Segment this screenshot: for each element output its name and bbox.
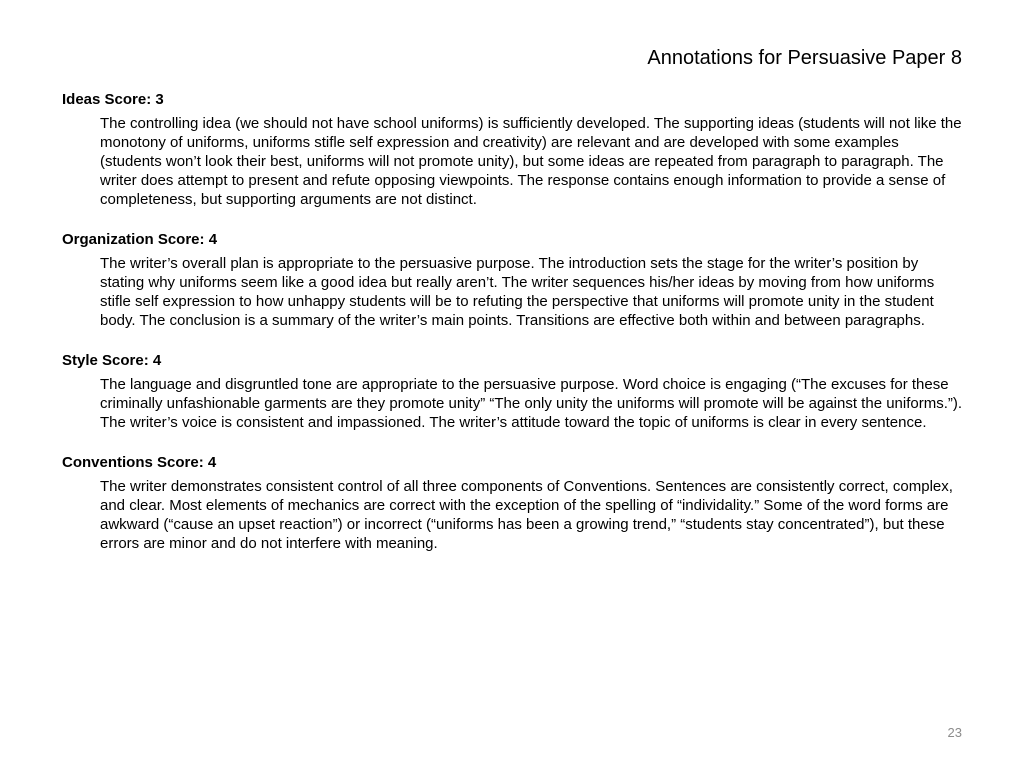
section-heading: Organization Score: 4 [62,231,218,248]
section-organization [62,230,964,330]
section-body: The writer’s overall plan is appropriate to the persuasive purpose. The introduction sets the stage for the writer’s position by stating why uniforms seem like a good idea but really aren’t. The writer sequences his/her ideas by moving from how uniforms stifle self expression to how unhappy students will be to refuting the perspective that uniforms will promote unity in the student body. The conclusion is a summary of the writer’s main points. Transitions are effective both within and between paragraphs. [100,255,935,329]
section-heading: Style Score: 4 [62,352,162,369]
slide-number: 23 [947,725,962,740]
section-ideas [62,90,964,209]
section-body: The writer demonstrates consistent control of all three components of Conventions. Sentences are consistently correct, complex, and clear. Most elements of mechanics are correct with the exception of the spelling of “individality.” Some of the word forms are awkward (“cause an upset reaction”) or incorrect (“uniforms has been a growing trend,” “students stay concentrated”), but these errors are minor and do not interfere with meaning. [100,478,953,552]
slide-title: Annotations for Persuasive Paper 8 [647,47,962,69]
section-heading: Conventions Score: 4 [62,454,217,471]
section-heading: Ideas Score: 3 [62,91,164,108]
section-conventions [62,453,964,553]
section-style [62,351,964,432]
annotations-content [62,90,964,574]
section-body: The language and disgruntled tone are appropriate to the persuasive purpose. Word choice is engaging (“The excuses for these criminally unfashionable garments are they promote unity” “The only unity the uniforms will promote will be against the uniforms.”). The writer’s voice is consistent and impassioned. The writer’s attitude toward the topic of uniforms is clear in every sentence. [100,376,963,431]
section-body: The controlling idea (we should not have school uniforms) is sufficiently developed. The supporting ideas (students will not like the monotony of uniforms, uniforms stifle self expression and creativity) are relevant and are developed with some examples (students won’t look their best, uniforms will not promote unity), but some ideas are repeated from paragraph to paragraph. The writer does attempt to present and refute opposing viewpoints. The response contains enough information to provide a sense of completeness, but supporting arguments are not distinct. [100,115,962,208]
